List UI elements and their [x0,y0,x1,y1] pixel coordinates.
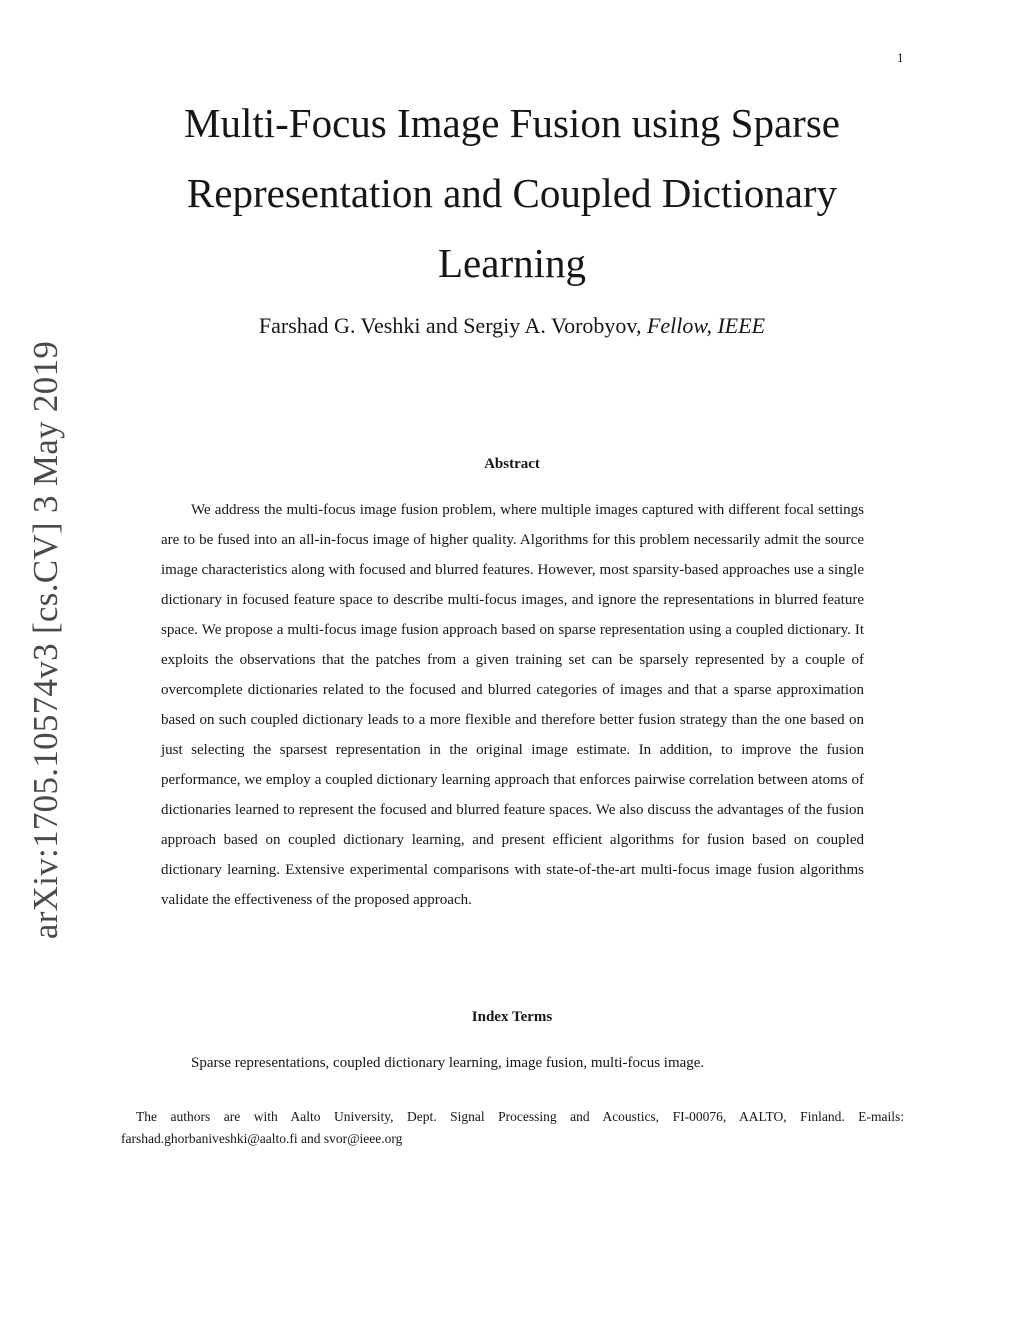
page-number: 1 [897,50,904,65]
author-footnote: The authors are with Aalto University, Dept. Signal Processing and Acoustics, FI-00076, AALTO, Finland. E-mails: farshad.ghorbaniveshki@aalto.fi and svor@ieee.org [121,1109,904,1146]
paper-title: Multi-Focus Image Fusion using Sparse Representation and Coupled Dictionary Learning [184,100,840,286]
abstract-heading: Abstract [484,456,540,472]
author-line [120,313,904,339]
author-names: Farshad G. Veshki and Sergiy A. Vorobyov, [258,313,642,338]
abstract-text: We address the multi-focus image fusion problem, where multiple images captured with different focal settings are to be fused into an all-in-focus image of higher quality. Algorithms for this problem necessarily admit the source image characteristics along with focused and blurred features. However, most sparsity-based approaches use a single dictionary in focused feature space to describe multi-focus images, and ignore the representations in blurred feature space. We propose a multi-focus image fusion approach based on sparse representation using a coupled dictionary. It exploits the observations that the patches from a given training set can be sparsely represented by a couple of overcomplete dictionaries related to the focused and blurred categories of images and that a sparse approximation based on such coupled dictionary leads to a more flexible and therefore better fusion strategy than the one based on just selecting the sparsest representation in the original image estimate. In addition, to improve the fusion performance, we employ a coupled dictionary learning approach that enforces pairwise correlation between atoms of dictionaries learned to represent the focused and blurred feature spaces. We also discuss the advantages of the fusion approach based on coupled dictionary learning, and present efficient algorithms for fusion based on coupled dictionary learning. Extensive experimental comparisons with state-of-the-art multi-focus image fusion algorithms validate the effectiveness of the proposed approach. [161,502,864,908]
index-terms-heading: Index Terms [471,1009,553,1025]
arxiv-identifier-stamp: arXiv:1705.10574v3 [cs.CV] 3 May 2019 [26,340,65,940]
index-terms-text: Sparse representations, coupled dictionary learning, image fusion, multi-focus image. [191,1055,705,1071]
author-affiliation-title: Fellow, IEEE [646,313,766,338]
